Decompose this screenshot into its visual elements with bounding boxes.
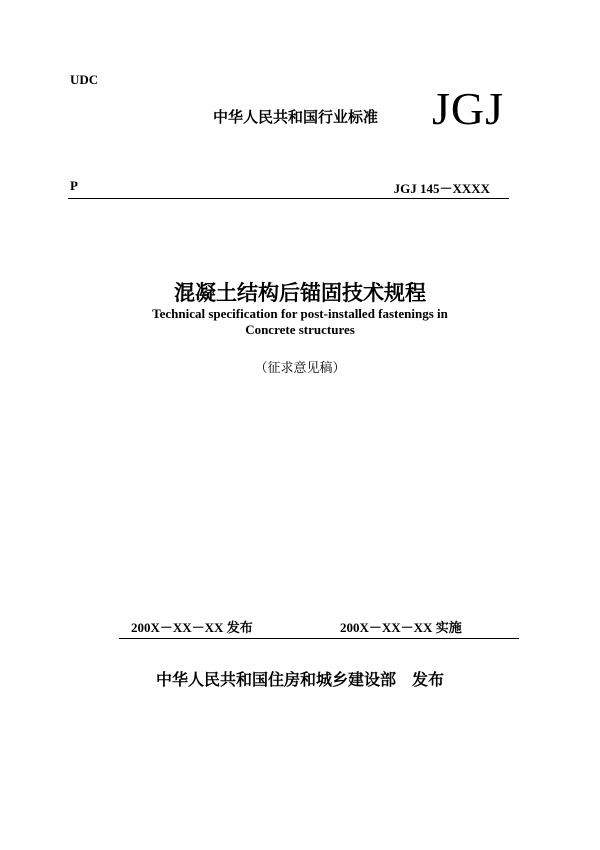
document-title-english-line2: Concrete structures xyxy=(245,322,355,337)
jgj-logo: JGJ xyxy=(432,83,505,134)
standard-number: JGJ 145－XXXX xyxy=(393,181,490,196)
document-title-chinese: 混凝土结构后锚固技术规程 xyxy=(174,281,426,305)
industry-standard-label: 中华人民共和国行业标准 xyxy=(213,108,379,126)
effective-date: 200X－XX－XX 实施 xyxy=(340,620,462,635)
udc-label: UDC xyxy=(70,72,99,87)
document-title-english-line1: Technical specification for post-installed fastenings in xyxy=(152,306,448,321)
classification-code: P xyxy=(70,178,78,193)
draft-note: （征求意见稿） xyxy=(254,361,346,376)
top-divider xyxy=(68,198,509,199)
issue-date: 200X－XX－XX 发布 xyxy=(131,620,253,635)
bottom-divider xyxy=(119,638,519,639)
publisher: 中华人民共和国住房和城乡建设部 发布 xyxy=(155,670,444,689)
